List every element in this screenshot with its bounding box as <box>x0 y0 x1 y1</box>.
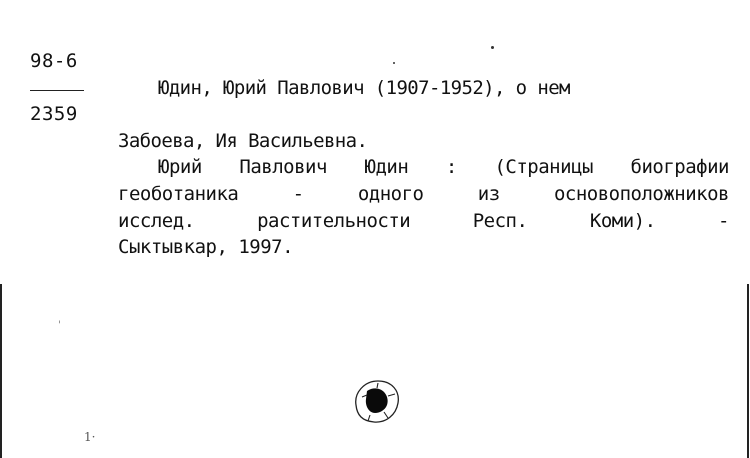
subject-heading: Юдин, Юрий Павлович (1907-1952), о нем <box>158 77 570 99</box>
description-line-4 <box>118 236 293 258</box>
description-word: геоботаника <box>118 183 239 205</box>
description-line-2 <box>118 183 729 205</box>
punch-hole-icon <box>348 375 404 427</box>
description-word: - <box>292 183 304 205</box>
description-word: Коми). <box>589 210 656 232</box>
speck <box>491 46 494 49</box>
stray-mark: 1· <box>84 430 96 444</box>
description-word: Юдин <box>364 156 409 178</box>
description-line-3 <box>118 210 729 232</box>
stray-mark: ' <box>58 320 61 331</box>
description-word: Сыктывкар, 1997. <box>118 236 294 258</box>
description-word: Павлович <box>239 156 327 178</box>
description-word: Респ. <box>472 210 528 232</box>
author-name: Забоева, Ия Васильевна. <box>118 130 368 152</box>
description-word: : <box>445 156 457 178</box>
card-frame-left <box>0 284 2 458</box>
cropped-top-line <box>120 0 480 4</box>
speck <box>393 62 395 64</box>
description-word: растительности <box>257 210 411 232</box>
description-word: (Страницы <box>494 156 593 178</box>
description-line-1 <box>158 156 729 178</box>
description-word: основоположников <box>553 183 729 205</box>
shelf-mark-top: 98-6 <box>30 50 78 72</box>
description-word: Юрий <box>158 156 202 178</box>
description-word: - <box>718 210 729 232</box>
shelf-mark-bottom: 2359 <box>30 103 78 125</box>
description-word: биографии <box>630 156 729 178</box>
shelf-mark-divider <box>30 90 84 91</box>
description-word: одного <box>357 183 424 205</box>
description-word: исслед. <box>118 210 195 232</box>
description-word: из <box>477 183 500 205</box>
card-frame-right <box>747 284 749 458</box>
